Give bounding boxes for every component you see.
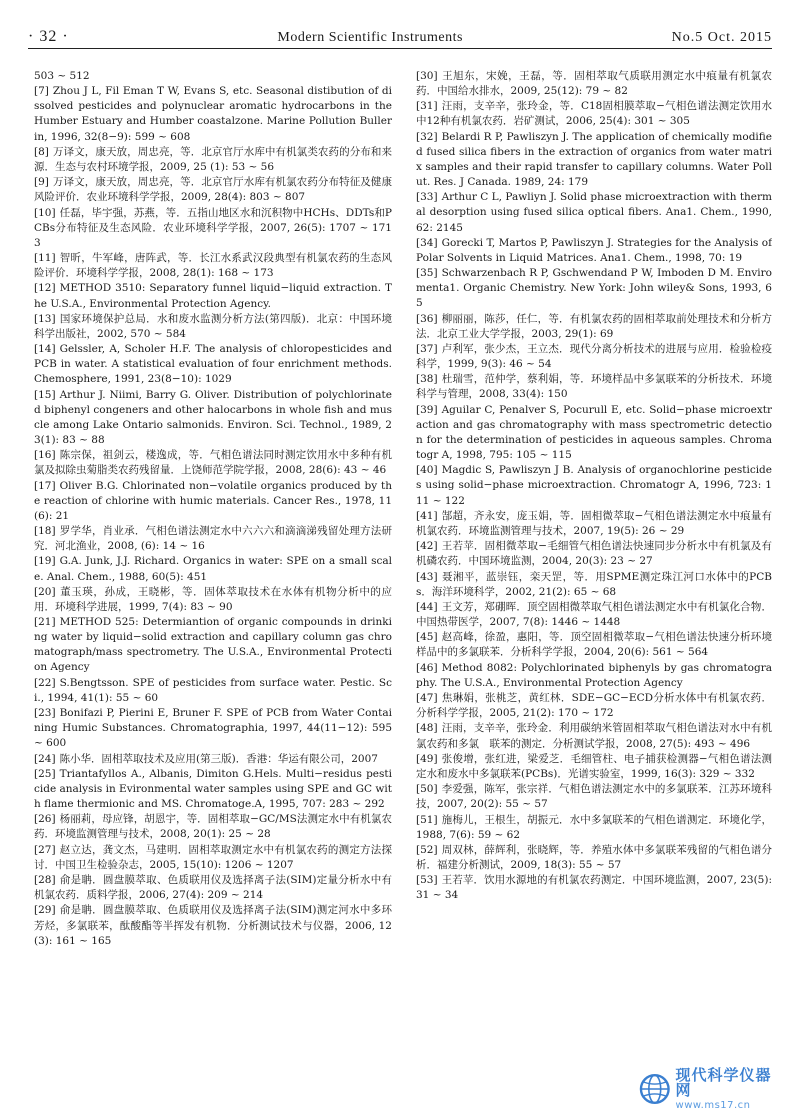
reference-entry — [416, 99, 772, 129]
reference-number: [36] — [416, 312, 438, 325]
reference-entry — [416, 372, 772, 402]
reference-number: [16] — [34, 449, 56, 462]
reference-entry — [34, 479, 392, 524]
reference-entry — [416, 190, 772, 235]
reference-number: [18] — [34, 525, 56, 538]
reference-entry — [34, 448, 392, 478]
reference-entry — [34, 342, 392, 387]
globe-icon — [638, 1072, 672, 1106]
reference-text: 焦琳娟，张桃芝，黄红林．SDE−GC−ECD分析水体中有机氯农药．分析科学学报，2005, 21(2): 170 ~ 172 — [416, 692, 772, 720]
reference-entry — [416, 630, 772, 660]
reference-number: [10] — [34, 206, 56, 219]
reference-text: 王若苹．固相微萃取−毛细管气相色谱法快速同步分析水中有机氯及有机磷农药．中国环境监测，2004, 20(3): 23 ~ 27 — [416, 540, 772, 568]
reference-number: [40] — [416, 464, 438, 477]
reference-text: Aguilar C, Penalver S, Pocurull E, etc. Solid−phase microextraction and gas chromatography with mass spectrometric detection for the determination of pesticides in aqueous samples. Chromatogr A, 1998, 795: 105 ~ 115 — [416, 403, 772, 462]
reference-number: [30] — [416, 70, 438, 82]
reference-entry — [34, 903, 392, 948]
reference-text: 杜瑞雪，范仲学，蔡利娟，等．环境样品中多氯联苯的分析技术．环境科学与管理，2008, 33(4): 150 — [416, 373, 772, 401]
reference-text: METHOD 3510: Separatory funnel liquid−liquid extraction. The U.S.A., Environmental Protection Agency. — [34, 282, 392, 310]
reference-text: 王旭东，宋娩，王磊，等．固相萃取气质联用测定水中痕量有机氯农药．中国给水排水，2009, 25(12): 79 ~ 82 — [416, 70, 772, 98]
reference-text: 赵高峰，徐盈，惠阳，等．顶空固相微萃取−气相色谱法快速分析环境样品中的多氯联苯．分析科学学报，2004, 20(6): 561 ~ 564 — [416, 631, 772, 659]
reference-number: [47] — [416, 692, 438, 705]
reference-text: 董玉瑛，孙成，王晓彬，等．固体萃取技术在水体有机物分析中的应用．环境科学进展，1999, 7(4): 83 ~ 90 — [34, 585, 392, 613]
reference-number: [44] — [416, 600, 438, 613]
reference-number: [42] — [416, 540, 438, 553]
reference-number: [21] — [34, 616, 56, 629]
reference-text: Bonifazi P, Pierini E, Bruner F. SPE of PCB from Water Containing Humic Substances. Chromatographia, 1997, 44(11−12): 595 ~ 600 — [34, 707, 392, 750]
reference-entry — [416, 236, 772, 266]
reference-text: Schwarzenbach R P, Gschwendand P W, Imboden D M. Enviromenta1. Organic Chemistry. New York: John wiley& Sons, 1993, 65 — [416, 267, 772, 310]
reference-text: 俞是聃．圆盘膜萃取、色质联用仪及选择离子法(SIM)定量分析水中有机氯农药．质料学报，2006, 27(4): 209 ~ 214 — [34, 874, 392, 902]
reference-text: 赵立达，龚文杰，马建明．固相萃取测定水中有机氯农药的测定方法探讨．中国卫生检验杂志，2005, 15(10): 1206 ~ 1207 — [34, 843, 392, 871]
reference-entry — [34, 812, 392, 842]
reference-number: [51] — [416, 813, 438, 826]
reference-number: [25] — [34, 767, 56, 780]
reference-entry — [416, 266, 772, 311]
reference-entry — [416, 509, 772, 539]
reference-number: [48] — [416, 722, 438, 735]
reference-text: 施梅儿，王根生，胡振元．水中多氯联苯的气相色谱测定．环境化学，1988, 7(6): 59 ~ 62 — [416, 813, 772, 841]
reference-entry — [34, 767, 392, 812]
reference-text: 周双林，薛辉利，张晓辉，等．养殖水体中多氯联苯残留的气相色谱分析．福建分析测试，2009, 18(3): 55 ~ 57 — [416, 843, 772, 871]
reference-number: [12] — [34, 282, 56, 295]
reference-entry — [416, 130, 772, 190]
reference-text: 俞是聃．圆盘膜萃取、色质联用仪及选择离子法(SIM)测定河水中多环芳烃，多氯联苯，酞酸酯等半挥发有机物．分析测试技术与仪器，2006, 12(3): 161 ~ 165 — [34, 904, 392, 947]
reference-text: 汪雨，支辛辛，张玲金，等．C18固相膜萃取−气相色谱法测定饮用水中12种有机氯农药．岩矿测试，2006, 25(4): 301 ~ 305 — [416, 100, 772, 128]
reference-text: 智昕，牛军峰，唐阵武，等．长江水系武汉段典型有机氯农药的生态风险评价．环境科学学报，2008, 28(1): 168 ~ 173 — [34, 252, 392, 280]
reference-entry — [34, 676, 392, 706]
reference-number: [13] — [34, 312, 56, 325]
reference-text: 柳丽丽，陈莎，任仁，等．有机氯农药的固相萃取前处理技术和分析方法．北京工业大学学报，2003, 29(1): 69 — [416, 312, 772, 340]
reference-number: [43] — [416, 570, 438, 583]
reference-entry — [34, 873, 392, 903]
reference-text: 国家环境保护总局．水和废水监测分析方法(第四版)．北京：中国环境科学出版社，2002, 570 ~ 584 — [34, 312, 392, 340]
reference-text: 卢利军，张少杰，王立杰．现代分离分析技术的进展与应用．检验检疫科学，1999, 9(3): 46 ~ 54 — [416, 343, 772, 371]
reference-text: Triantafyllos A., Albanis, Dimiton G.Hels. Multi−residus pesticide analysis in Evironmental water samples using SPE and GC with flame thermionic and MS. Chromatoge.A, 1995, 707: 283 ~ 292 — [34, 767, 392, 811]
watermark-url: www.ms17.cn — [675, 1099, 751, 1111]
reference-entry — [34, 752, 392, 767]
right-column — [416, 69, 772, 1083]
reference-number: [33] — [416, 191, 438, 204]
reference-text: S.Bengtsson. SPE of pesticides from surface water. Pestic. Sci., 1994, 41(1): 55 ~ 60 — [34, 676, 392, 704]
reference-entry — [34, 554, 392, 584]
journal-title: Modern Scientific Instruments — [277, 30, 463, 45]
reference-entry — [34, 312, 392, 342]
reference-number: [41] — [416, 509, 438, 522]
reference-entry — [34, 206, 392, 251]
reference-number: [11] — [34, 252, 56, 265]
reference-entry — [34, 706, 392, 751]
reference-number: [28] — [34, 874, 56, 887]
reference-text: 503 ~ 512 — [34, 70, 90, 82]
reference-entry — [416, 342, 772, 372]
reference-number: [45] — [416, 631, 438, 644]
reference-entry — [416, 782, 772, 812]
reference-text: Method 8082: Polychlorinated biphenyls by gas chromatography. The U.S.A., Environmental Protection Agency — [416, 661, 772, 689]
reference-entry — [416, 691, 772, 721]
reference-entry — [416, 570, 772, 600]
reference-text: 罗学华，肖业承．气相色谱法测定水中六六六和滴滴涕残留处理方法研究．河北渔业，2008, (6): 14 ~ 16 — [34, 525, 392, 553]
issue-info: No.5 Oct. 2015 — [671, 30, 772, 45]
reference-text: Magdic S, Pawliszyn J B. Analysis of organochlorine pesticides using solid−phase microextraction. Chromatogr A, 1996, 723: 111 ~ 122 — [416, 464, 772, 507]
reference-number: [52] — [416, 843, 438, 856]
reference-entry — [416, 721, 772, 751]
reference-entry — [34, 388, 392, 448]
reference-number: [23] — [34, 707, 56, 720]
reference-text: 万译文，康天放，周忠亮，等．北京官厅水库有机氯农药分布特征及健康风险评价．农业环境科学学报，2009, 28(4): 803 ~ 807 — [34, 176, 392, 204]
reference-text: Oliver B.G. Chlorinated non−volatile organics produced by the reaction of chlorine with humic materials. Cancer Res., 1978, 11(6): 21 — [34, 479, 392, 522]
reference-text: Gorecki T, Martos P, Pawliszyn J. Strategies for the Analysis of Polar Solvents in Liquid Matrices. Ana1. Chem., 1998, 70: 19 — [416, 236, 772, 264]
reference-entry — [416, 600, 772, 630]
reference-entry — [416, 463, 772, 508]
reference-number: [17] — [34, 479, 56, 492]
reference-entry — [416, 873, 772, 903]
reference-entry — [416, 403, 772, 463]
page-header — [28, 24, 772, 46]
reference-text: 汪雨，支辛辛，张玲金．利用碳纳米管固相萃取气相色谱法对水中有机氯农药和多氯 联苯的测定．分析测试学报，2008, 27(5): 493 ~ 496 — [416, 722, 772, 750]
reference-text: 万译文，康天放，周忠亮，等．北京官厅水库中有机氯类农药的分布和来源．生态与农村环境学报，2009, 25 (1): 53 ~ 56 — [34, 145, 392, 173]
reference-entry — [34, 615, 392, 675]
reference-entry — [416, 843, 772, 873]
reference-text: Gelssler, A, Scholer H.F. The analysis of chloropesticides and PCB in water. A statistical evaluation of four enrichment methods. Chemosphere, 1991, 23(8−10): 1029 — [34, 343, 392, 386]
reference-number: [34] — [416, 236, 438, 249]
reference-entry — [416, 752, 772, 782]
reference-number: [19] — [34, 555, 56, 568]
reference-entry — [416, 539, 772, 569]
reference-number: [27] — [34, 843, 56, 856]
reference-text: 陈小华．固相萃取技术及应用(第三版)．香港：华运有限公司，2007 — [59, 752, 378, 765]
reference-number: [53] — [416, 874, 438, 887]
watermark-name: 现代科学仪器网 — [675, 1065, 772, 1099]
reference-number: [49] — [416, 752, 438, 765]
reference-number: [7] — [34, 85, 49, 98]
reference-number: [31] — [416, 100, 438, 113]
reference-entry — [34, 251, 392, 281]
reference-number: [22] — [34, 676, 56, 689]
reference-number: [15] — [34, 388, 56, 401]
reference-entry — [416, 661, 772, 691]
reference-text: 张俊增，张红进，梁爱芝．毛细管柱、电子捕获检测器−气相色谱法测定水和废水中多氯联苯(PCBs)．光谱实验室，1999, 16(3): 329 ~ 332 — [416, 752, 772, 780]
header-rule — [28, 48, 772, 49]
reference-entry — [416, 312, 772, 342]
reference-number: [46] — [416, 661, 438, 674]
reference-number: [29] — [34, 904, 56, 917]
reference-text: 任磊，毕宇强，苏燕，等．五指山地区水和沉积物中HCHs、DDTs和PCBs分布特征及生态风险．农业环境科学学报，2007, 26(5): 1707 ~ 1713 — [34, 206, 392, 249]
reference-text: Belardi R P, Pawliszyn J. The application of chemically modified fused silica fibers in the extraction of organics from water matrix samples and their rapid transfer to capillary columns. Water Pollut. Res. J Canada. 1989, 24: 179 — [416, 130, 772, 189]
reference-text: METHOD 525: Determiantion of organic compounds in drinking water by liquid−solid extraction and capillary column gas chromatograph/mass spectrometry. The U.S.A., Environmental Protection Agency — [34, 616, 392, 674]
reference-text: Arthur J. Niimi, Barry G. Oliver. Distribution of polychlorinated biphenyl congeners and other halocarbons in whole fish and muscle among Lake Ontario salmonids. Environ. Sci. Technol., 1989, 23(1): 83 ~ 88 — [34, 388, 392, 446]
reference-entry — [416, 813, 772, 843]
reference-entry — [34, 281, 392, 311]
reference-text: 郜超，齐永安，庞玉娟，等．固相微萃取−气相色谱法测定水中痕量有机氯农药．环境监测管理与技术，2007, 19(5): 26 ~ 29 — [416, 509, 772, 537]
reference-number: [32] — [416, 130, 438, 143]
reference-number: [20] — [34, 585, 56, 598]
reference-entry — [34, 843, 392, 873]
reference-text: 陈宗保，祖剑云，楼逸成，等．气相色谱法同时测定饮用水中多种有机氯及拟除虫菊脂类农药残留量．上饶师范学院学报，2008, 28(6): 43 ~ 46 — [34, 449, 392, 477]
reference-entry — [34, 84, 392, 144]
reference-number: [35] — [416, 267, 438, 280]
reference-entry — [34, 585, 392, 615]
reference-number: [39] — [416, 403, 438, 416]
reference-text: 聂湘平，蓝崇钰，栾天罡，等．用SPME测定珠江河口水体中的PCBs．海洋环境科学，2002, 21(2): 65 ~ 68 — [416, 570, 772, 598]
reference-number: [9] — [34, 176, 49, 189]
reference-text: 王文芳，郑硼晖．顶空固相微萃取气相色谱法测定水中有机氯化合物．中国热带医学，2007, 7(8): 1446 ~ 1448 — [416, 600, 772, 628]
reference-text: Arthur C L, Pawliyn J. Solid phase microextraction with thermal desorption using fused silica optical fibers. Ana1. Chem., 1990, 62: 2145 — [416, 191, 772, 234]
reference-text: G.A. Junk, J.J. Richard. Organics in water: SPE on a small scale. Anal. Chem., 1988, 60(5): 451 — [34, 555, 392, 583]
reference-text: 李爱强，陈军，张宗祥．气相色谱法测定水中的多氯联苯．江苏环境科技，2007, 20(2): 55 ~ 57 — [416, 783, 772, 811]
reference-entry — [34, 524, 392, 554]
references-body — [34, 69, 772, 1083]
left-column — [34, 69, 392, 1083]
reference-number: [24] — [34, 752, 56, 765]
site-watermark — [638, 1065, 786, 1111]
reference-number: [37] — [416, 343, 438, 355]
reference-entry — [34, 69, 392, 84]
reference-entry — [416, 69, 772, 99]
reference-entry — [34, 145, 392, 175]
reference-number: [14] — [34, 343, 56, 356]
reference-number: [38] — [416, 373, 438, 386]
reference-text: 杨丽莉，母应锋，胡恩宇，等．固相萃取−GC/MS法测定水中有机氯农药．环境监测管理与技术，2008, 20(1): 25 ~ 28 — [34, 813, 392, 841]
reference-text: 王若苹．饮用水源地的有机氯农药测定．中国环境监测，2007, 23(5): 31 ~ 34 — [416, 874, 772, 902]
reference-number: [26] — [34, 813, 56, 826]
reference-number: [8] — [34, 145, 49, 158]
page-number: · 32 · — [28, 28, 69, 45]
reference-number: [50] — [416, 783, 438, 796]
reference-entry — [34, 175, 392, 205]
reference-text: Zhou J L, Fil Eman T W, Evans S, etc. Seasonal distibution of dissolved pesticides and polynuclear aromatic hydrocarbons in the Humber Estuary and Humber coastalzone. Marine Pollution Bullerin, 1996, 32(8−9): 599 ~ 608 — [34, 85, 392, 143]
